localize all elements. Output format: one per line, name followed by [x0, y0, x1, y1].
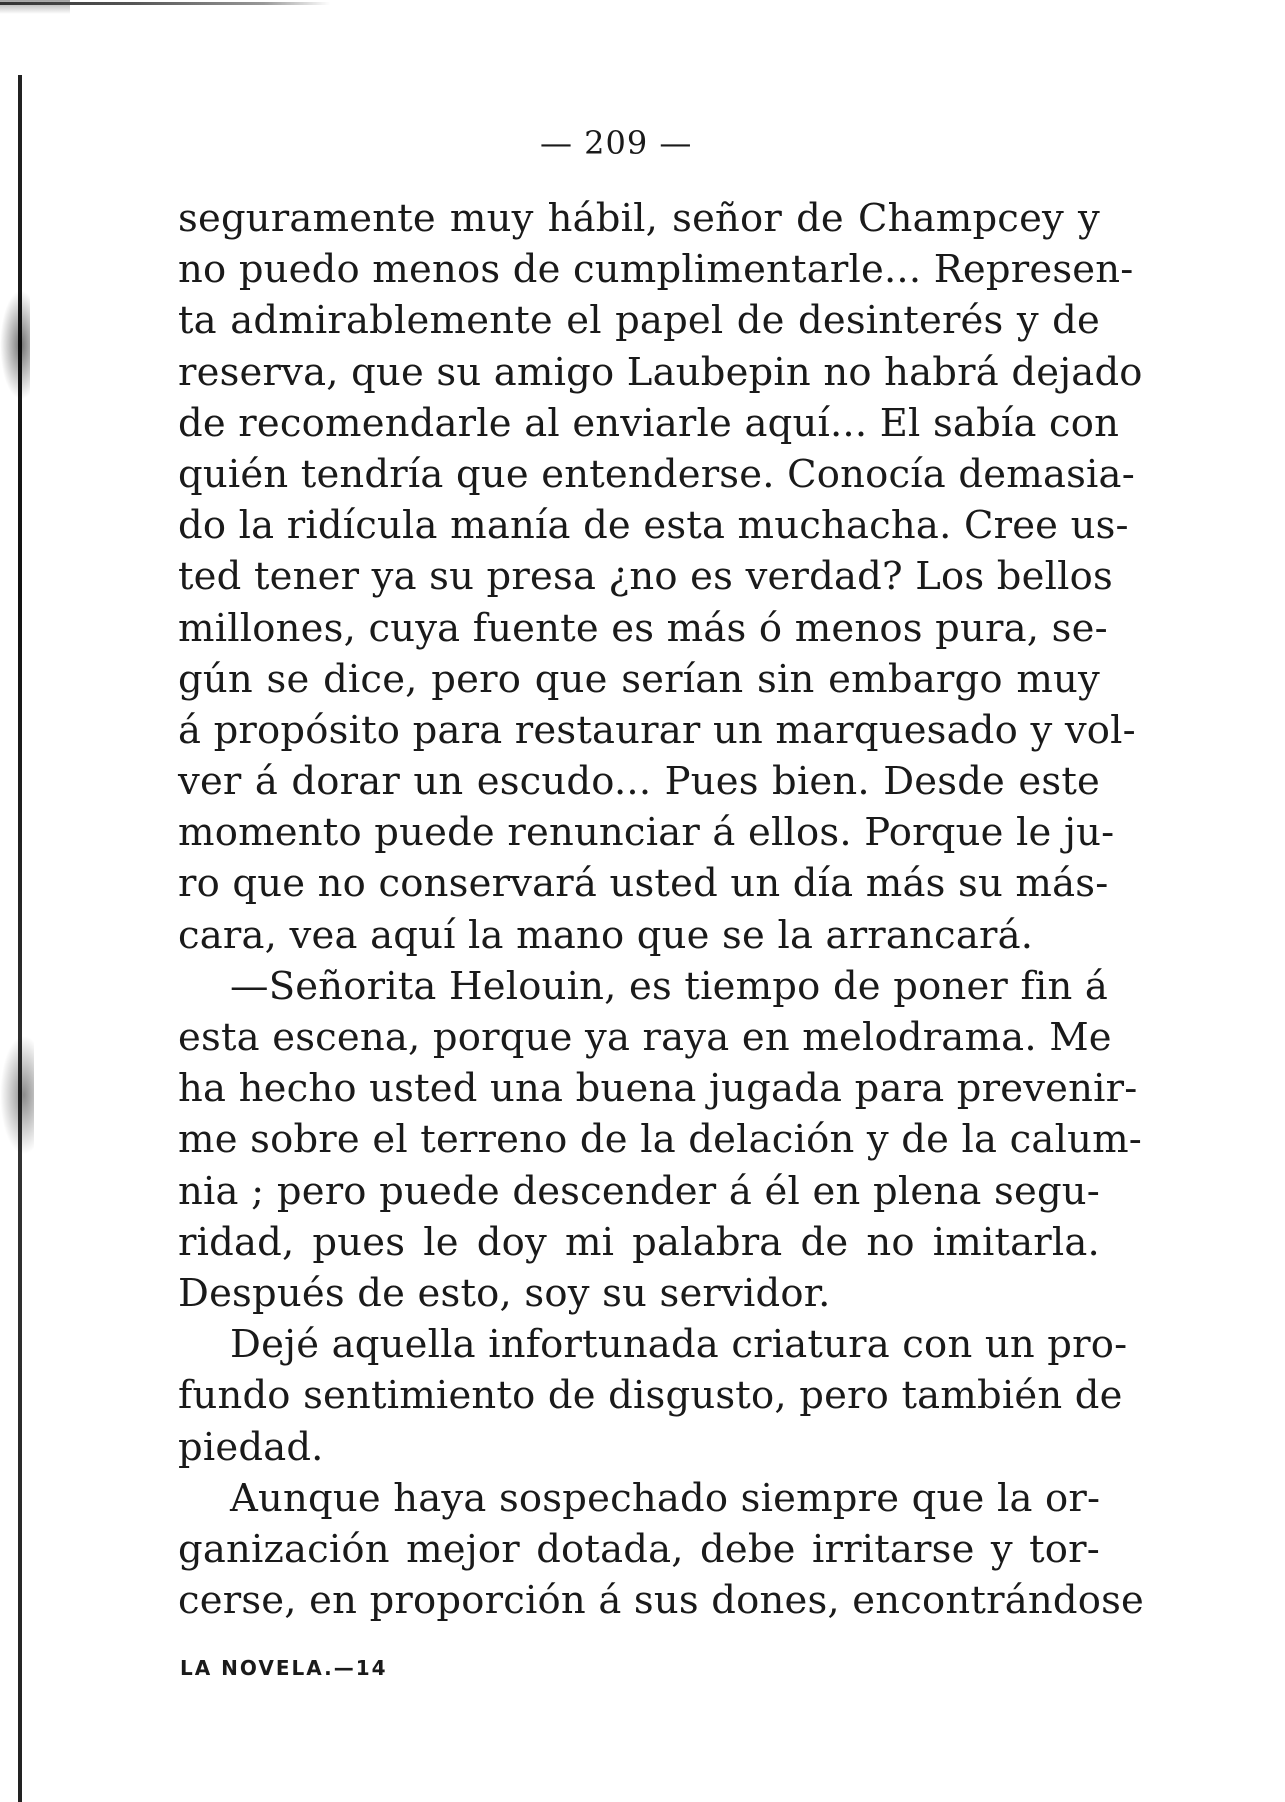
- scan-edge-top: [0, 2, 330, 5]
- text-line: ta admirablemente el papel de desinterés y de: [178, 298, 1100, 344]
- printer-signature: LA NOVELA.—14: [180, 1656, 388, 1680]
- text-line: piedad.: [178, 1424, 324, 1470]
- text-line: nia ; pero puede descender á él en plena segu-: [178, 1168, 1100, 1214]
- text-line: Aunque haya sospechado siempre que la or-: [230, 1475, 1101, 1521]
- text-line: Dejé aquella infortunada criatura con un pro-: [230, 1322, 1128, 1368]
- text-line: no puedo menos de cumplimentarle... Represen-: [178, 247, 1134, 293]
- text-line: millones, cuya fuente es más ó menos pura, se-: [178, 605, 1108, 651]
- text-line: fundo sentimiento de disgusto, pero también de: [178, 1373, 1123, 1419]
- text-line: esta escena, porque ya raya en melodrama. Me: [178, 1015, 1112, 1060]
- text-line: Después de esto, soy su servidor.: [178, 1270, 831, 1316]
- text-line: ted tener ya su presa ¿no es verdad? Los bellos: [178, 554, 1113, 600]
- text-line: de recomendarle al enviarle aquí... El sabía con: [178, 400, 1120, 446]
- text-line: reserva, que su amigo Laubepin no habrá dejado: [178, 349, 1143, 395]
- text-line: ganización mejor dotada, debe irritarse y tor-: [178, 1526, 1100, 1572]
- text-line: do la ridícula manía de esta muchacha. Cree us-: [178, 503, 1129, 549]
- text-line: ro que no conservará usted un día más su más-: [178, 861, 1109, 907]
- binding-shadow: [0, 290, 30, 400]
- text-line: seguramente muy hábil, señor de Champcey y: [178, 196, 1100, 241]
- text-line: quién tendría que entenderse. Conocía demasia-: [178, 451, 1135, 497]
- text-line: á propósito para restaurar un marquesado y vol-: [178, 707, 1136, 753]
- text-line: gún se dice, pero que serían sin embargo muy: [178, 656, 1100, 702]
- text-line: cerse, en proporción á sus dones, encontrándose: [178, 1578, 1145, 1624]
- page-number: — 209 —: [540, 124, 693, 162]
- binding-shadow: [0, 1035, 34, 1155]
- text-line: ridad, pues le doy mi palabra de no imitarla.: [178, 1219, 1100, 1265]
- text-line: momento puede renunciar á ellos. Porque le ju-: [178, 810, 1115, 856]
- text-line: ha hecho usted una buena jugada para prevenir-: [178, 1066, 1138, 1112]
- text-line: ver á dorar un escudo... Pues bien. Desde este: [178, 759, 1100, 805]
- text-line: cara, vea aquí la mano que se la arrancará.: [178, 912, 1034, 958]
- body-text: [178, 193, 1145, 1626]
- text-line: —Señorita Helouin, es tiempo de poner fin á: [230, 963, 1109, 1009]
- text-line: me sobre el terreno de la delación y de la calum-: [178, 1117, 1142, 1163]
